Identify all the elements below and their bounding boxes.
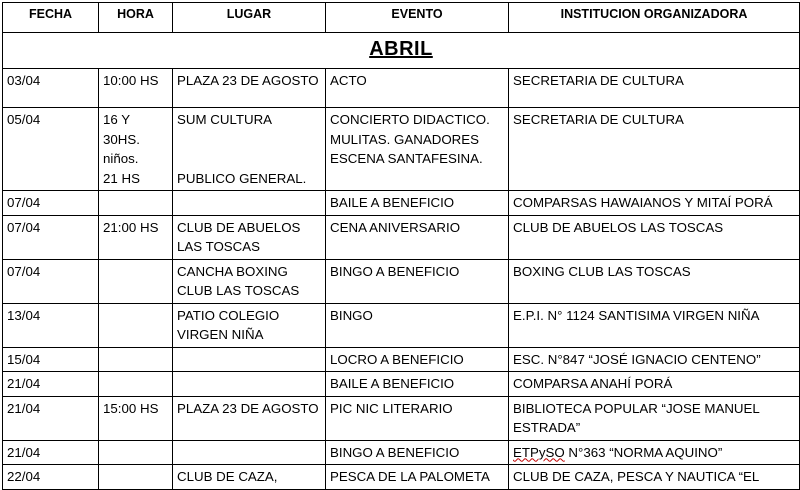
cell-evento: PESCA DE LA PALOMETA [326,465,509,490]
cell-evento: PIC NIC LITERARIO [326,396,509,440]
cell-hora [99,465,173,490]
cell-lugar [173,372,326,397]
header-fecha: FECHA [3,3,99,33]
table-row [3,372,800,397]
header-evento: EVENTO [326,3,509,33]
header-lugar: LUGAR [173,3,326,33]
cell-lugar [173,191,326,216]
cell-institucion: CLUB DE ABUELOS LAS TOSCAS [509,215,800,259]
cell-hora [99,259,173,303]
cell-hora [99,303,173,347]
cell-hora [99,372,173,397]
cell-hora [99,191,173,216]
cell-evento: BAILE A BENEFICIO [326,191,509,216]
table-row [3,259,800,303]
table-row [3,69,800,108]
cell-hora: 16 Y 30HS. niños. 21 HS [99,108,173,191]
cell-hora [99,440,173,465]
cell-lugar: SUM CULTURA PUBLICO GENERAL. [173,108,326,191]
table-row [3,396,800,440]
cell-lugar [173,347,326,372]
cell-evento: LOCRO A BENEFICIO [326,347,509,372]
cell-institucion: COMPARSAS HAWAIANOS Y MITAÍ PORÁ [509,191,800,216]
cell-hora: 10:00 HS [99,69,173,108]
header-hora: HORA [99,3,173,33]
cell-fecha: 21/04 [3,396,99,440]
month-row [3,33,800,69]
cell-evento: CENA ANIVERSARIO [326,215,509,259]
cell-evento: BINGO A BENEFICIO [326,440,509,465]
table-row [3,215,800,259]
cell-lugar: PATIO COLEGIO VIRGEN NIÑA [173,303,326,347]
cell-institucion: CLUB DE CAZA, PESCA Y NAUTICA “EL [509,465,800,490]
cell-fecha: 05/04 [3,108,99,191]
cell-institucion: ESC. N°847 “JOSÉ IGNACIO CENTENO” [509,347,800,372]
cell-fecha: 07/04 [3,259,99,303]
month-title: ABRIL [369,38,433,61]
cell-institucion: COMPARSA ANAHÍ PORÁ [509,372,800,397]
cell-fecha: 07/04 [3,191,99,216]
cell-fecha: 21/04 [3,440,99,465]
cell-fecha: 22/04 [3,465,99,490]
cell-lugar: CLUB DE CAZA, [173,465,326,490]
cell-hora: 15:00 HS [99,396,173,440]
cell-institucion: BIBLIOTECA POPULAR “JOSE MANUEL ESTRADA” [509,396,800,440]
cell-institucion: SECRETARIA DE CULTURA [509,108,800,191]
cell-fecha: 07/04 [3,215,99,259]
header-row [3,3,800,33]
table-row [3,465,800,490]
cell-evento: CONCIERTO DIDACTICO. MULITAS. GANADORES ESCENA SANTAFESINA. [326,108,509,191]
cell-lugar: PLAZA 23 DE AGOSTO [173,396,326,440]
cell-lugar: CLUB DE ABUELOS LAS TOSCAS [173,215,326,259]
table-row [3,347,800,372]
events-table [2,2,800,490]
cell-evento: ACTO [326,69,509,108]
table-row [3,108,800,191]
cell-evento: BINGO [326,303,509,347]
cell-evento: BAILE A BENEFICIO [326,372,509,397]
cell-lugar: PLAZA 23 DE AGOSTO [173,69,326,108]
cell-hora [99,347,173,372]
cell-lugar [173,440,326,465]
cell-fecha: 15/04 [3,347,99,372]
cell-institucion [509,440,800,465]
table-row [3,191,800,216]
header-institucion: INSTITUCION ORGANIZADORA [509,3,800,33]
cell-fecha: 21/04 [3,372,99,397]
institucion-rest: N°363 “NORMA AQUINO” [564,444,723,460]
cell-hora: 21:00 HS [99,215,173,259]
cell-fecha: 13/04 [3,303,99,347]
table-row [3,303,800,347]
cell-lugar: CANCHA BOXING CLUB LAS TOSCAS [173,259,326,303]
cell-fecha: 03/04 [3,69,99,108]
spellcheck-word: ETPySO [513,444,565,460]
cell-institucion: SECRETARIA DE CULTURA [509,69,800,108]
cell-institucion: E.P.I. N° 1124 SANTISIMA VIRGEN NIÑA [509,303,800,347]
cell-institucion: BOXING CLUB LAS TOSCAS [509,259,800,303]
cell-evento: BINGO A BENEFICIO [326,259,509,303]
table-row [3,440,800,465]
